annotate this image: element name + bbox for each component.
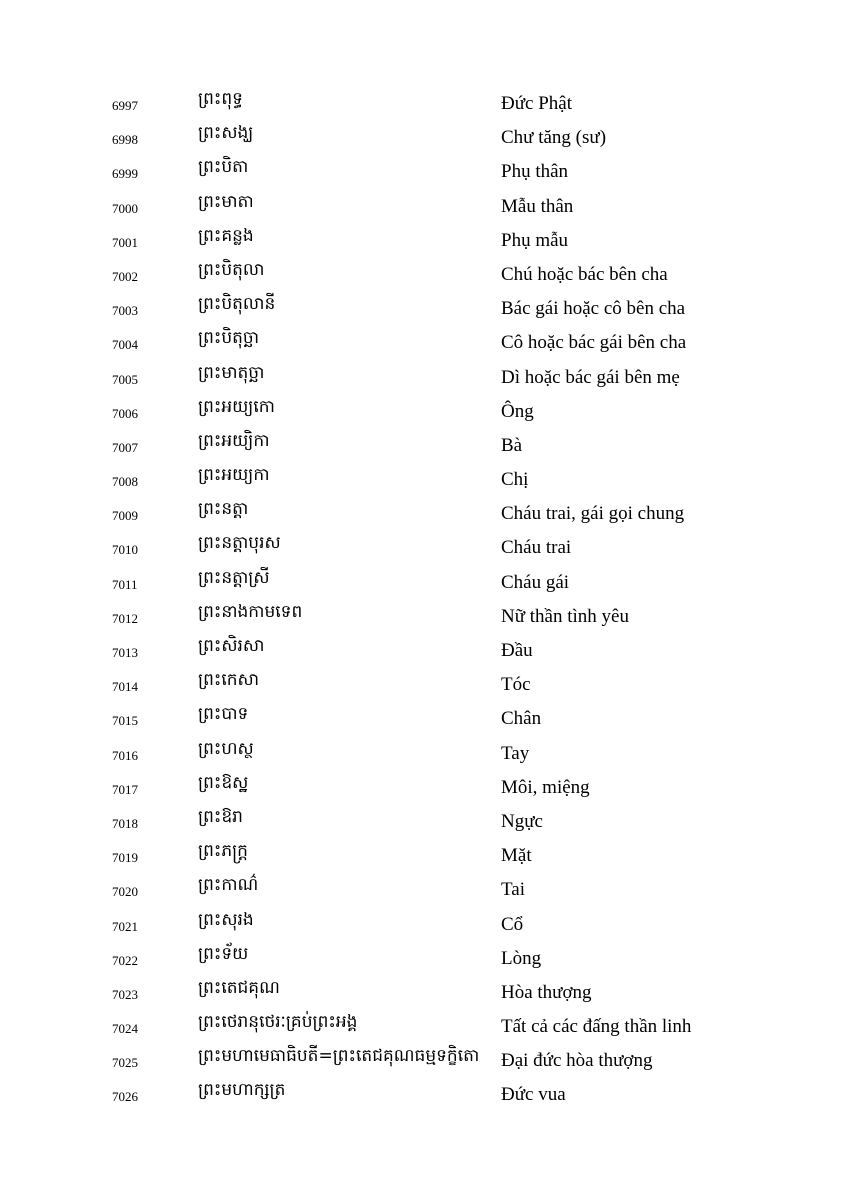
khmer-term: ព្រះនត្តាបុរស [198,533,281,554]
entry-number: 7007 [112,439,138,455]
vietnamese-translation: Tay [501,742,530,764]
vietnamese-translation: Bà [501,434,523,456]
entry-number: 7026 [112,1089,138,1105]
list-item [0,736,848,770]
entry-number: 7005 [112,371,138,387]
vietnamese-translation: Đại đức hòa thượng [501,1050,653,1072]
list-item [0,360,848,394]
list-item [0,701,848,735]
khmer-term: ព្រះតេជគុណ [198,977,280,998]
entry-number: 7024 [112,1021,138,1037]
entry-number: 7002 [112,268,138,284]
entry-number: 7016 [112,747,138,763]
list-item [0,223,848,257]
khmer-term: ព្រះឱរា [198,806,243,827]
vietnamese-translation: Đức vua [501,1084,566,1106]
list-item [0,804,848,838]
list-item [0,1009,848,1043]
khmer-term: ព្រះអយ្យកា [198,465,270,486]
vietnamese-translation: Đức Phật [501,93,572,114]
list-item [0,325,848,359]
vietnamese-translation: Cháu gái [501,571,570,593]
list-item [0,86,848,120]
entry-number: 7022 [112,952,138,968]
vietnamese-translation: Nữ thần tình yêu [501,605,629,627]
vietnamese-translation: Phụ thân [501,161,569,183]
khmer-term: ព្រះភក្ត្រ [198,841,248,862]
khmer-term: ព្រះកាណ៌ [198,875,259,896]
entry-number: 7023 [112,986,138,1002]
entry-number: 7003 [112,303,138,319]
list-item [0,257,848,291]
vietnamese-translation: Cháu trai, gái gọi chung [501,503,685,525]
list-item [0,975,848,1009]
list-item [0,565,848,599]
vietnamese-translation: Phụ mẫu [501,229,569,251]
entry-number: 6998 [112,132,138,148]
khmer-term: ព្រះបិតុច្ឆា [198,328,260,349]
vietnamese-translation: Chư tăng (sư) [501,127,607,149]
khmer-term: ព្រះទ័យ [198,943,249,964]
entry-number: 7014 [112,679,138,695]
vietnamese-translation: Chú hoặc bác bên cha [501,263,668,285]
list-item [0,1077,848,1111]
vietnamese-translation: Bác gái hoặc cô bên cha [501,298,686,320]
list-item [0,496,848,530]
vietnamese-translation: Tất cả các đấng thần linh [501,1016,692,1038]
khmer-term: ព្រះបិតុលា [198,259,265,280]
khmer-term: ព្រះសិរសា [198,636,265,656]
entry-number: 7013 [112,645,138,660]
entry-number: 7009 [112,508,138,524]
vietnamese-translation: Cổ [501,913,524,935]
vietnamese-translation: Cháu trai [501,537,572,559]
khmer-term: ព្រះមហាមេធាធិបតី=ព្រះតេជគុណធម្មទក្ខិតោ [198,1046,480,1067]
khmer-term: ព្រះបិតុលានី [198,294,276,315]
vietnamese-translation: Chị [501,469,529,491]
vietnamese-translation: Mẫu thân [501,195,574,217]
entry-number: 7015 [112,713,138,729]
khmer-term: ព្រះនត្តា [198,499,249,520]
list-item [0,530,848,564]
entry-number: 7008 [112,474,138,490]
list-item [0,770,848,804]
khmer-term: ព្រះមហាក្សត្រ [198,1080,286,1101]
list-item [0,154,848,188]
vietnamese-translation: Ngực [501,810,543,832]
list-item [0,907,848,941]
entry-number: 7018 [112,815,138,831]
list-item [0,838,848,872]
entry-number: 7012 [112,610,138,626]
list-item [0,599,848,633]
vietnamese-translation: Ông [501,400,534,422]
list-item [0,633,848,667]
khmer-term: ព្រះបាទ [198,704,249,725]
list-item [0,462,848,496]
khmer-term: ព្រះនត្តាស្រី [198,567,270,588]
khmer-term: ព្រះអយ្យកោ [198,396,275,417]
khmer-term: ព្រះពុទ្ធ [198,89,243,109]
vietnamese-translation: Đầu [501,640,533,661]
vietnamese-translation: Tóc [501,674,531,696]
entry-number: 7000 [112,200,138,216]
list-item [0,667,848,701]
entry-number: 7025 [112,1055,138,1071]
khmer-term: ព្រះនាងកាមទេព [198,601,303,622]
list-item [0,189,848,223]
vietnamese-translation: Cô hoặc bác gái bên cha [501,332,687,354]
vietnamese-translation: Mặt [501,845,532,867]
vietnamese-translation: Lòng [501,947,542,969]
entry-list [0,86,848,1112]
khmer-term: ព្រះសុរង [198,909,254,930]
khmer-term: ព្រះអយ្យិកា [198,430,270,451]
entry-number: 7001 [112,234,138,250]
khmer-term: ព្រះកេសា [198,670,260,691]
list-item [0,394,848,428]
khmer-term: ព្រះមាតុច្ឆា [198,362,265,383]
khmer-term: ព្រះមាតា [198,191,254,212]
list-item [0,872,848,906]
entry-number: 7011 [112,576,138,592]
entry-number: 7017 [112,781,138,797]
vietnamese-translation: Môi, miệng [501,776,590,798]
khmer-term: ព្រះឱស្ឋ [198,772,249,793]
vietnamese-translation: Chân [501,708,542,730]
entry-number: 7004 [112,337,138,353]
entry-number: 7006 [112,405,138,421]
khmer-term: ព្រះថេរានុថេរៈគ្រប់ព្រះអង្គ [198,1012,358,1033]
list-item [0,291,848,325]
list-item [0,428,848,462]
khmer-term: ព្រះបិតា [198,157,249,178]
entry-number: 7019 [112,850,138,866]
list-item [0,1043,848,1077]
entry-number: 7021 [112,918,138,934]
entry-number: 7010 [112,542,138,558]
khmer-term: ព្រះគន្លង [198,225,254,246]
entry-number: 6997 [112,98,138,113]
entry-number: 7020 [112,884,138,900]
vietnamese-translation: Hòa thượng [501,981,592,1003]
list-item [0,120,848,154]
vietnamese-translation: Tai [501,879,525,901]
khmer-term: ព្រះហស្ថ [198,738,254,759]
list-item [0,941,848,975]
khmer-term: ព្រះសង្ឃ [198,123,254,144]
entry-number: 6999 [112,166,138,182]
vietnamese-translation: Dì hoặc bác gái bên mẹ [501,366,680,388]
